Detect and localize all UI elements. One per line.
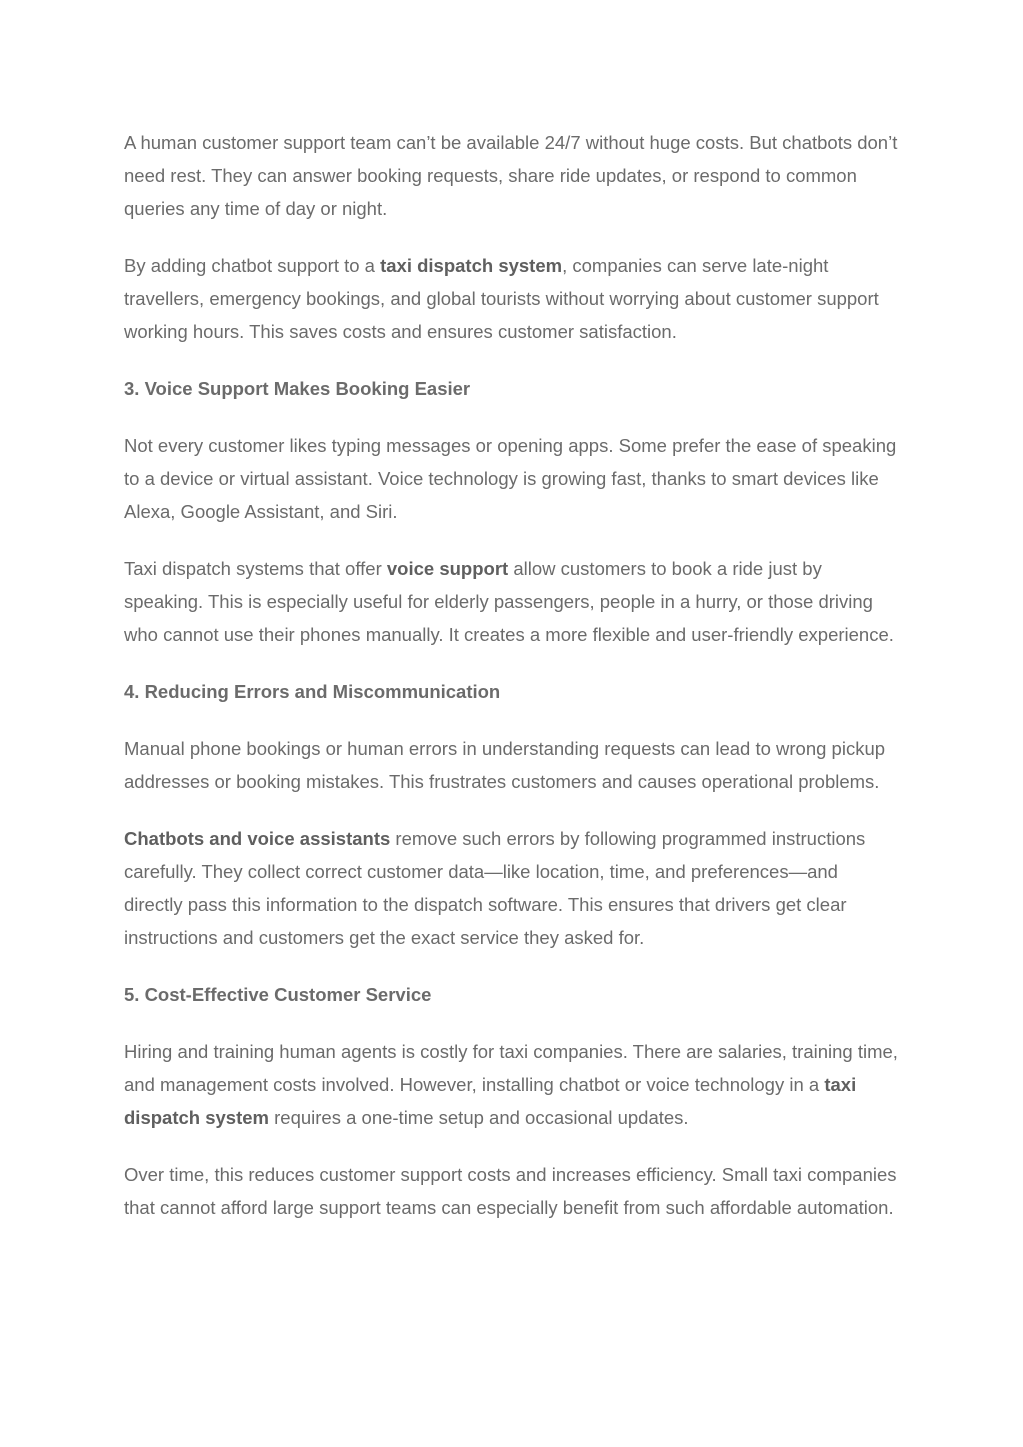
- text-run: Hiring and training human agents is costly for taxi companies. There are salaries, training time, and management costs involved. However, installing chatbot or voice technology in a: [124, 1041, 898, 1095]
- text-run: allow customers to book a ride just by speaking. This is especially useful for elderly passengers, people in a hurry, or those driving who cannot use their phones manually. It creates a more flexible and user-friendly experience.: [124, 558, 894, 645]
- bold-term: voice support: [386, 558, 509, 579]
- text-run: Taxi dispatch systems that offer: [124, 558, 387, 579]
- paragraph-hiring-costs: [124, 1035, 899, 1134]
- paragraph-over-time: Over time, this reduces customer support costs and increases efficiency. Small taxi companies that cannot afford large support teams can especially benefit from such affordable automation.: [124, 1164, 897, 1218]
- document-page: [124, 126, 899, 1248]
- heading-cost-effective: 5. Cost-Effective Customer Service: [124, 984, 432, 1005]
- paragraph-chatbots-availability: A human customer support team can’t be available 24/7 without huge costs. But chatbots don’t need rest. They can answer booking requests, share ride updates, or respond to common queries any time of day or night.: [124, 132, 898, 219]
- paragraph-voice-support: [124, 552, 899, 651]
- paragraph-manual-bookings: Manual phone bookings or human errors in understanding requests can lead to wrong pickup addresses or booking mistakes. This frustrates customers and causes operational problems.: [124, 738, 886, 792]
- bold-term: Chatbots and voice assistants: [124, 828, 391, 849]
- text-run: requires a one-time setup and occasional updates.: [268, 1107, 689, 1128]
- text-run: By adding chatbot support to a: [124, 255, 381, 276]
- heading-voice-support: 3. Voice Support Makes Booking Easier: [124, 378, 471, 399]
- text-run: remove such errors by following programmed instructions carefully. They collect correct customer data—like location, time, and preferences—and directly pass this information to the dispatch software. This ensures that drivers get clear instructions and customers get the exact service they asked for.: [124, 828, 866, 948]
- paragraph-chatbot-support: [124, 249, 899, 348]
- bold-term: taxi dispatch system: [124, 1074, 857, 1128]
- heading-reducing-errors: 4. Reducing Errors and Miscommunication: [124, 681, 501, 702]
- bold-term: taxi dispatch system: [380, 255, 563, 276]
- text-run: , companies can serve late-night travellers, emergency bookings, and global tourists without worrying about customer support working hours. This saves costs and ensures customer satisfaction.: [124, 255, 879, 342]
- paragraph-chatbots-voice-assistants: [124, 822, 899, 954]
- paragraph-voice-intro: Not every customer likes typing messages or opening apps. Some prefer the ease of speaking to a device or virtual assistant. Voice technology is growing fast, thanks to smart devices like Alexa, Google Assistant, and Siri.: [124, 435, 897, 522]
